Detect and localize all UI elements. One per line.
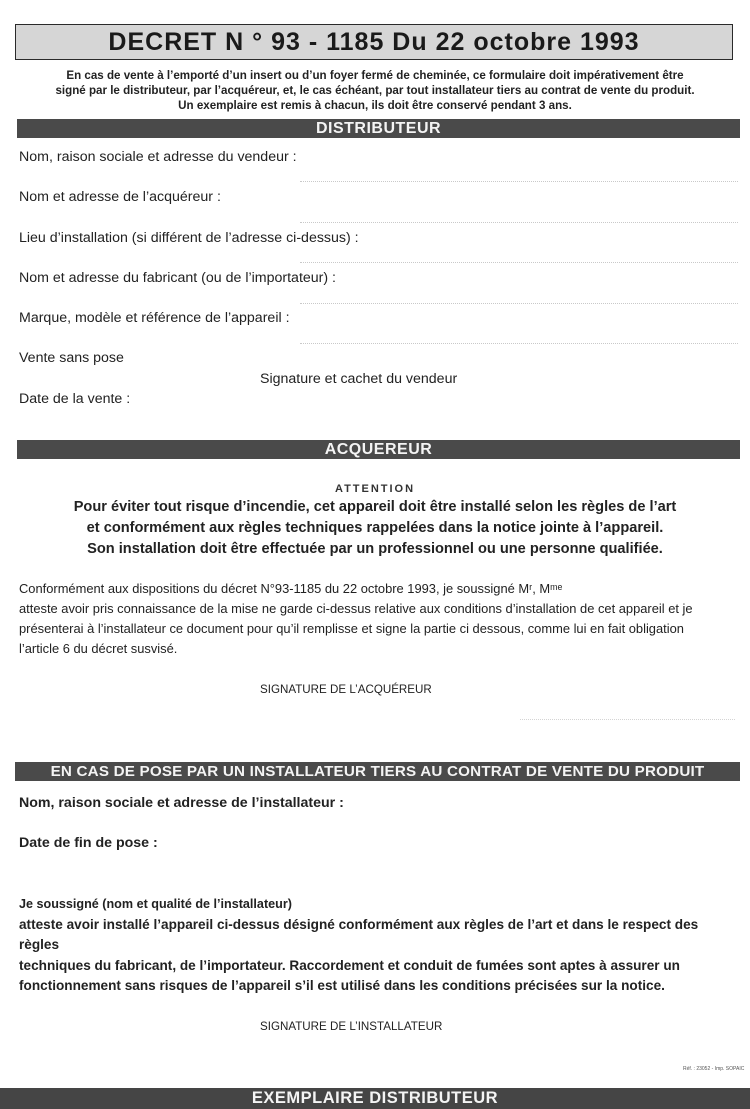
warning-line: et conformément aux règles techniques rappelées dans la notice jointe à l’appareil. — [86, 520, 664, 536]
buyer-name-label: Nom et adresse de l’acquéreur : — [19, 189, 221, 205]
intro-line: En cas de vente à l’emporté d’un insert ou d’un foyer fermé de cheminée, ce formulaire doit impérativement être — [66, 69, 684, 82]
declaration-line: présenterai à l’installateur ce document pour qu’il remplisse et signe la partie ci dessous, comme lui en fait obligation — [19, 621, 684, 636]
print-reference: Réf. : 23052 - Imp. SOPAIC — [683, 1066, 745, 1072]
document-title-box — [15, 24, 733, 60]
declaration-line: Je soussigné (nom et qualité de l’installateur) — [19, 897, 292, 911]
intro-text — [30, 68, 720, 113]
declaration-line: fonctionnement sans risques de l’appareil s’il est utilisé dans les conditions précisées sur la notice. — [19, 978, 665, 993]
declaration-line: atteste avoir installé l’appareil ci-dessus désigné conformément aux règles de l’art et dans le respect des règles — [19, 916, 699, 952]
manufacturer-label: Nom et adresse du fabricant (ou de l’importateur) : — [19, 270, 337, 286]
installer-name-label: Nom, raison sociale et adresse de l’installateur : — [19, 795, 344, 811]
document-title: DECRET N ° 93 - 1185 Du 22 octobre 1993 — [108, 27, 640, 56]
installer-signature-label: SIGNATURE DE L’INSTALLATEUR — [260, 1020, 443, 1033]
intro-line: signé par le distributeur, par l’acquéreur, et, le cas échéant, par tout installateur tiers au contrat de vente du produit. — [55, 84, 695, 97]
fill-line — [300, 222, 738, 223]
fill-line — [300, 303, 738, 304]
signature-line — [520, 719, 735, 720]
warning-line: Son installation doit être effectuée par un professionnel ou une personne qualifiée. — [87, 541, 663, 557]
declaration-line: Conformément aux dispositions du décret N°93-1185 du 22 octobre 1993, je soussigné Mʳ, Mᵐᵉ — [19, 581, 563, 596]
vendor-name-label: Nom, raison sociale et adresse du vendeur : — [19, 149, 297, 165]
attention-label: ATTENTION — [334, 483, 416, 495]
declaration-line: techniques du fabricant, de l’importateur. Raccordement et conduit de fumées sont aptes à assurer un — [19, 957, 680, 973]
intro-line: Un exemplaire est remis à chacun, ils doit être conservé pendant 3 ans. — [178, 99, 572, 112]
vendor-signature-label: Signature et cachet du vendeur — [260, 371, 458, 387]
section-heading-distributeur: DISTRIBUTEUR — [17, 119, 740, 138]
sale-date-label: Date de la vente : — [19, 391, 131, 407]
fire-warning — [40, 497, 710, 560]
fill-line — [300, 343, 738, 344]
installer-declaration — [19, 894, 735, 997]
copy-banner: EXEMPLAIRE DISTRIBUTEUR — [0, 1088, 750, 1109]
declaration-line: l’article 6 du décret susvisé. — [19, 641, 178, 656]
installation-end-date-label: Date de fin de pose : — [19, 835, 158, 851]
device-reference-label: Marque, modèle et référence de l’appareil : — [19, 310, 290, 326]
buyer-declaration — [19, 579, 729, 659]
install-location-label: Lieu d’installation (si différent de l’adresse ci-dessus) : — [19, 230, 359, 246]
declaration-line: atteste avoir pris connaissance de la mise ne garde ci-dessus relative aux conditions d’installation de cet appareil et je — [19, 601, 693, 616]
buyer-signature-label: SIGNATURE DE L’ACQUÉREUR — [260, 683, 432, 696]
sale-without-installation-label: Vente sans pose — [19, 350, 124, 366]
fill-line — [300, 262, 738, 263]
section-heading-acquereur: ACQUEREUR — [17, 440, 740, 459]
fill-line — [300, 181, 738, 182]
warning-line: Pour éviter tout risque d’incendie, cet appareil doit être installé selon les règles de l’art — [73, 499, 677, 515]
section-heading-installateur: EN CAS DE POSE PAR UN INSTALLATEUR TIERS AU CONTRAT DE VENTE DU PRODUIT — [15, 762, 740, 781]
